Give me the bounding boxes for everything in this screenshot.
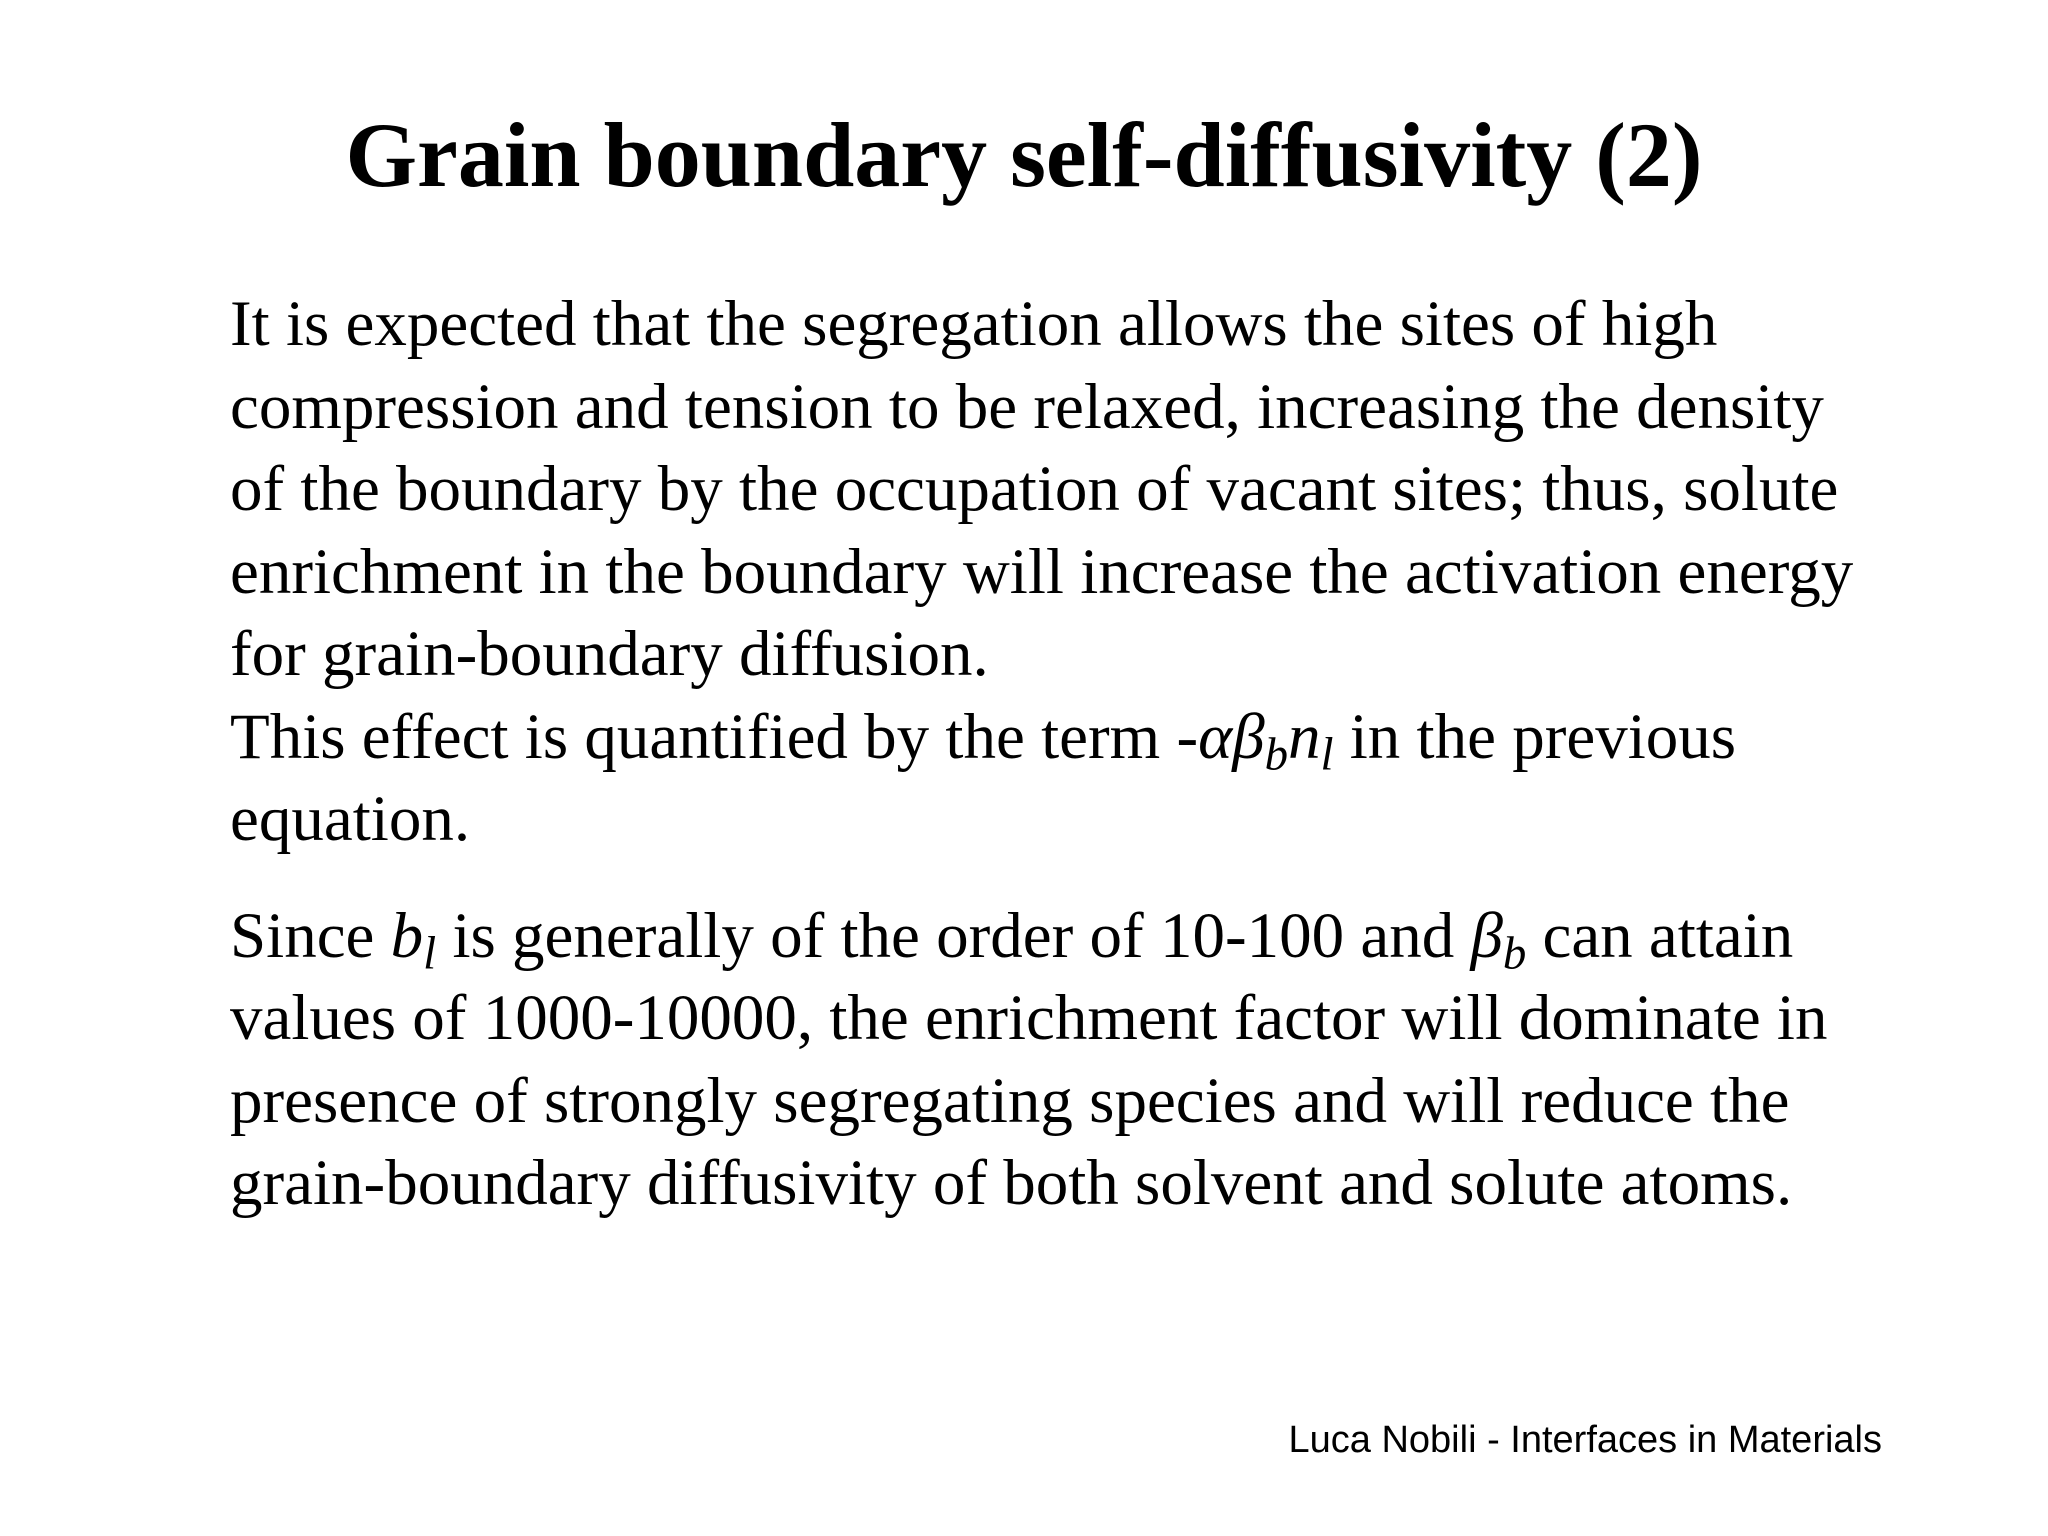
symbol-beta-subscript: b [1502, 927, 1527, 980]
paragraph-1-end: in the previous equation. [230, 700, 1737, 855]
term-beta-subscript: b [1264, 728, 1288, 781]
paragraph-2-start: Since [230, 899, 391, 972]
paragraph-1-text: It is expected that the segregation allows the sites of high compression and tension to be relaxed, increasing the density of the boundary by the occupation of vacant sites; thus, solute enrichment in the boundary will increase the activation energy for grain-boundary diffusion. [230, 288, 1854, 690]
paragraph-2-middle: is generally of the order of 10-100 and [436, 899, 1471, 972]
symbol-b-subscript: l [423, 927, 437, 980]
term-n: n [1287, 700, 1321, 773]
term-alpha-beta: -αβ [1176, 700, 1265, 773]
symbol-beta: β [1470, 899, 1503, 972]
symbol-b: b [390, 899, 424, 972]
slide-footer: Luca Nobili - Interfaces in Materials [1288, 1419, 1882, 1461]
slide-body [230, 283, 1890, 1225]
slide-title: Grain boundary self-diffusivity (2) [345, 104, 1703, 206]
paragraph-2-end: can attain values of 1000-10000, the enrichment factor will dominate in presence of strongly segregating species and will reduce the grain-boundary diffusivity of both solvent and solute atoms. [230, 899, 1828, 1219]
paragraph-1-term-intro: This effect is quantified by the term [230, 700, 1177, 773]
paragraph-segregation-effect [230, 283, 1890, 861]
paragraph-enrichment-factor [230, 895, 1890, 1225]
term-n-subscript: l [1320, 728, 1334, 781]
